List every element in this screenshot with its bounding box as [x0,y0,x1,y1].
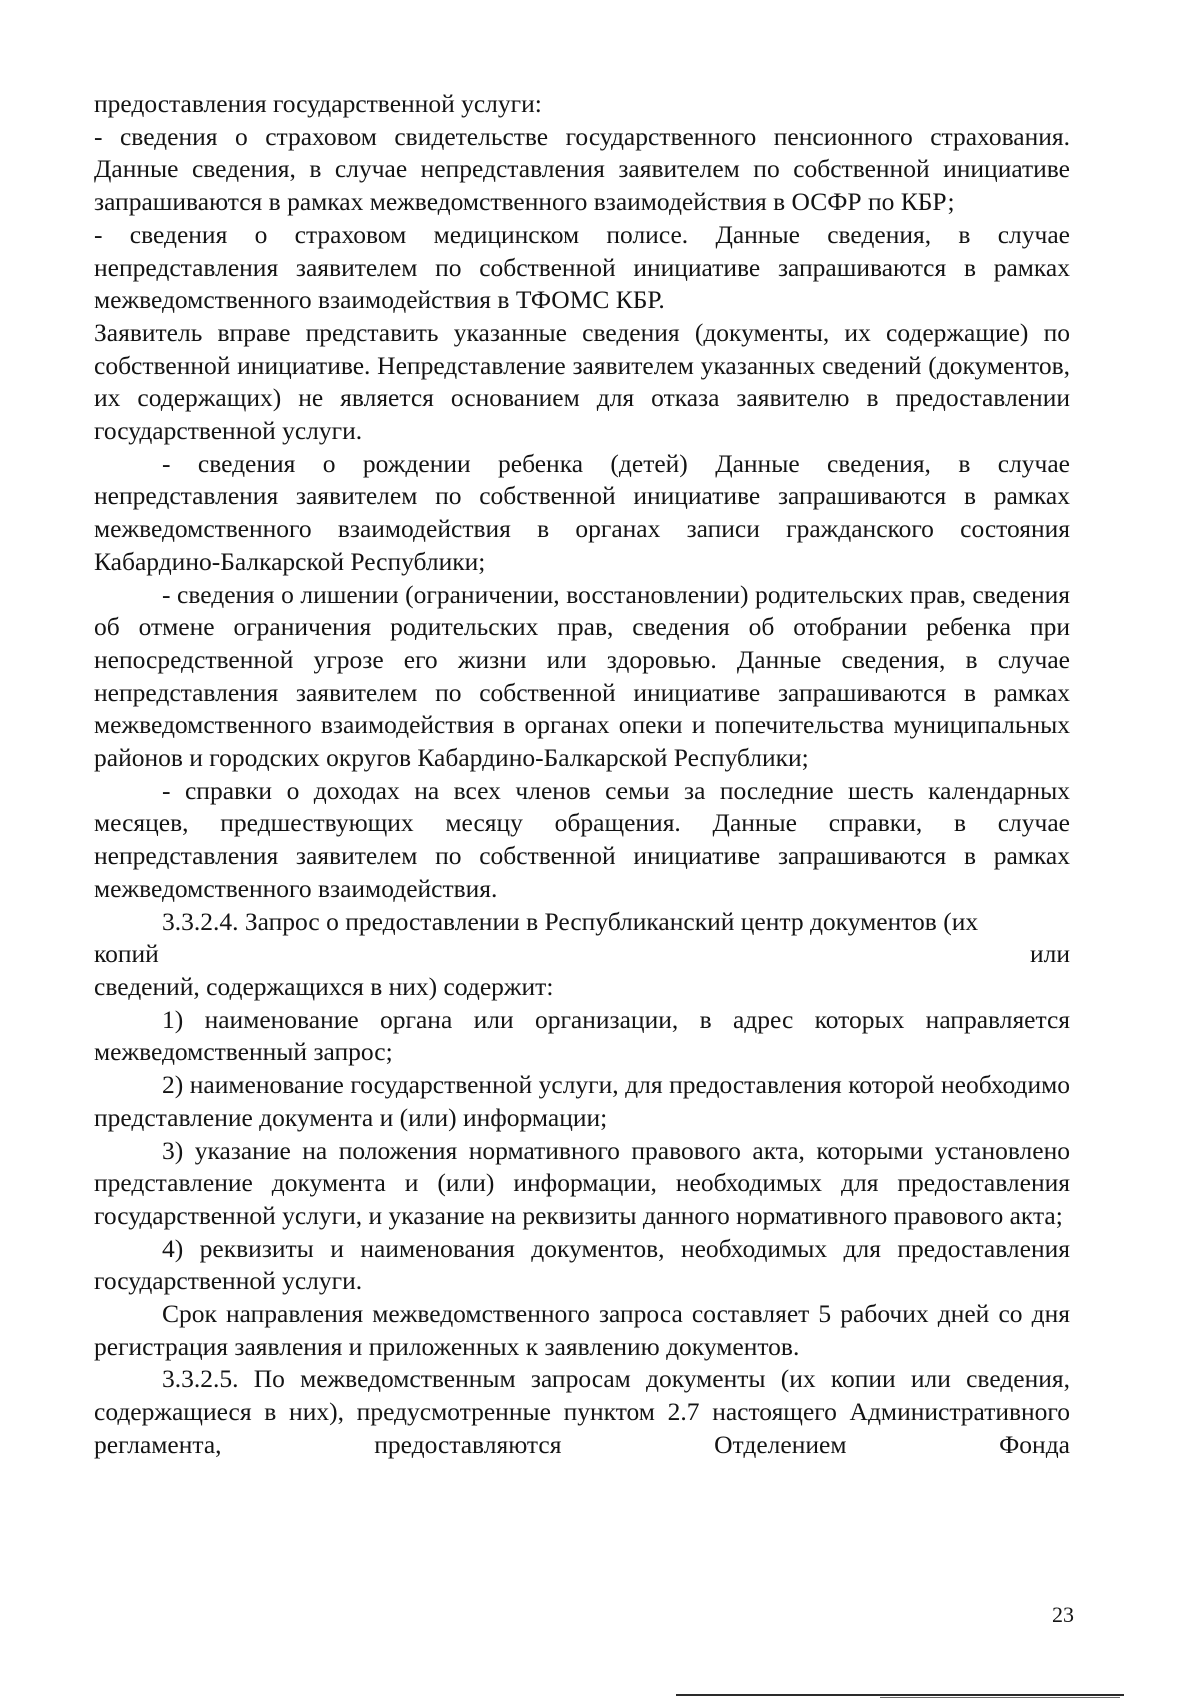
footer-rule-secondary [880,1697,1120,1698]
paragraph-pension-insurance: - сведения о страховом свидетельстве государственного пенсионного страхования. Данные сведения, в случае непредставления заявителем по собственной инициативе запрашиваются в рамках межведомственного взаимодействия в ОСФР по КБР; [94,121,1070,217]
list-item-1: 1) наименование органа или организации, в адрес которых направляется межведомственный запрос; [94,1004,1070,1067]
list-item-4: 4) реквизиты и наименования документов, необходимых для предоставления государственной услуги. [94,1233,1070,1296]
paragraph-medical-policy: - сведения о страховом медицинском полисе. Данные сведения, в случае непредставления заявителем по собственной инициативе запрашиваются в рамках межведомственного взаимодействия в ТФОМС КБР. [94,219,1070,315]
split-line [94,938,1070,971]
paragraph-continuation: предоставления государственной услуги: [94,89,542,118]
paragraph-3-3-2-4: 3.3.2.4. Запрос о предоставлении в Республиканский центр документов (их [162,906,979,936]
paragraph-applicant-right: Заявитель вправе представить указанные сведения (документы, их содержащие) по собственной инициативе. Непредставление заявителем указанных сведений (документов, их содержащих) не является основанием для отказа заявителю в предоставлении государственной услуги. [94,317,1070,446]
paragraph-3-3-2-5: 3.3.2.5. По межведомственным запросам документы (их копии или сведения, содержащиеся в них), предусмотренные пунктом 2.7 настоящего Административного регламента, предоставляются Отделением Фонда [94,1364,1070,1459]
list-item-3: 3) указание на положения нормативного правового акта, которыми установлено представление документа и (или) информации, необходимых для предоставления государственной услуги, и указание на реквизиты данного нормативного правового акта; [94,1135,1070,1230]
paragraph-parental-rights: - сведения о лишении (ограничении, восстановлении) родительских прав, сведения об отмене ограничения родительских прав, сведения об отобрании ребенка при непосредственной угрозе его жизни или здоровью. Данные сведения, в случае непредставления заявителем по собственной инициативе запрашиваются в рамках межведомственного взаимодействия в органах опеки и попечительства муниципальных районов и городских округов Кабардино-Балкарской Республики; [94,579,1070,773]
paragraph-birth-info: - сведения о рождении ребенка (детей) Данные сведения, в случае непредставления заявителем по собственной инициативе запрашиваются в рамках межведомственного взаимодействия в органах записи гражданского состояния Кабардино-Балкарской Республики; [94,448,1070,576]
paragraph-income-certificates: - справки о доходах на всех членов семьи за последние шесть календарных месяцев, предшествующих месяцу обращения. Данные справки, в случае непредставления заявителем по собственной инициативе запрашиваются в рамках межведомственного взаимодействия. [94,775,1070,903]
split-line-right: или [1029,939,1070,969]
paragraph-request-deadline: Срок направления межведомственного запроса составляет 5 рабочих дней со дня регистрация заявления и приложенных к заявлению документов. [94,1299,1070,1361]
footer-rule [676,1694,1124,1696]
paragraph-request-contains: сведений, содержащихся в них) содержит: [94,971,554,1001]
page-number: 23 [1052,1602,1074,1627]
list-item-2: 2) наименование государственной услуги, для предоставления которой необходимо представление документа и (или) информации; [94,1070,1070,1132]
split-line-left: копий [94,939,159,969]
document-body [94,88,1070,1462]
